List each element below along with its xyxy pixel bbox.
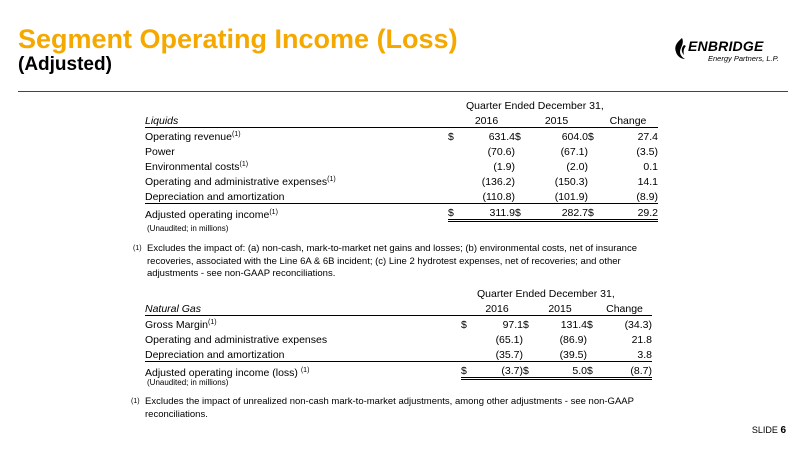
currency-symbol: $ xyxy=(523,362,533,379)
row-label: Gross Margin xyxy=(145,319,209,331)
table-row xyxy=(145,143,658,158)
footnote-ref: (1) xyxy=(300,366,310,374)
liquids-col-2015: 2015 xyxy=(525,112,588,128)
footnote-ref: (1) xyxy=(231,131,241,138)
enbridge-logo xyxy=(672,37,788,73)
page-subtitle: (Adjusted) xyxy=(18,54,112,75)
currency-symbol: $ xyxy=(515,204,525,221)
value-change: (34.3) xyxy=(624,319,652,331)
currency-symbol: $ xyxy=(523,319,529,331)
value-change: 21.8 xyxy=(631,334,652,346)
value-2016: (65.1) xyxy=(495,334,523,346)
liquids-col-change: Change xyxy=(598,112,658,128)
total-2015: 282.7 xyxy=(525,204,588,221)
natural-gas-footnote: Excludes the impact of unrealized non-cash mark-to-market adjustments, among other adjustments - see non-GAAP reconciliations. xyxy=(145,396,634,420)
natural-gas-unaudited-note: (Unaudited; in millions) xyxy=(147,378,229,387)
value-change: (3.5) xyxy=(636,146,658,158)
natural-gas-period-header: Quarter Ended December 31, xyxy=(477,288,615,300)
table-row xyxy=(145,128,658,144)
value-2016: 631.4 xyxy=(488,131,515,143)
total-label: Adjusted operating income (loss) xyxy=(145,366,298,379)
value-2015: (2.0) xyxy=(566,161,588,173)
row-label: Operating and administrative expenses xyxy=(145,176,328,188)
currency-symbol: $ xyxy=(448,204,458,221)
natural-gas-col-2015: 2015 xyxy=(533,300,587,316)
value-2015: 604.0 xyxy=(561,131,588,143)
slide-label: SLIDE xyxy=(751,425,778,435)
natural-gas-segment-label: Natural Gas xyxy=(145,300,461,316)
value-2016: 97.1 xyxy=(502,319,523,331)
currency-symbol: $ xyxy=(448,131,454,143)
liquids-table xyxy=(145,97,658,222)
footnote-ref: (1) xyxy=(269,208,278,216)
natural-gas-column-header-row xyxy=(145,300,652,316)
liquids-segment-label: Liquids xyxy=(145,112,448,128)
currency-symbol: $ xyxy=(461,362,471,379)
value-2016: (70.6) xyxy=(487,146,515,158)
currency-symbol: $ xyxy=(515,131,521,143)
table-row xyxy=(145,188,658,204)
page-title: Segment Operating Income (Loss) xyxy=(18,24,458,54)
value-change: 3.8 xyxy=(597,346,652,362)
table-row xyxy=(145,316,652,332)
row-label: Depreciation and amortization xyxy=(145,191,285,203)
currency-symbol: $ xyxy=(587,362,597,379)
liquids-column-header-row xyxy=(145,112,658,128)
currency-symbol: $ xyxy=(588,204,598,221)
value-2015: (67.1) xyxy=(560,146,588,158)
logo-wordmark: ENBRIDGE xyxy=(688,38,764,54)
total-change: 29.2 xyxy=(598,204,658,221)
value-2015: (150.3) xyxy=(554,176,588,188)
value-2015: (39.5) xyxy=(533,346,587,362)
table-row xyxy=(145,331,652,346)
value-change: 14.1 xyxy=(637,176,658,188)
table-total-row xyxy=(145,362,652,379)
total-2016: (3.7) xyxy=(471,362,523,379)
value-2015: 131.4 xyxy=(560,319,587,331)
slide-number xyxy=(752,425,786,436)
liquids-footnote-marker: (1) xyxy=(133,245,142,252)
value-2016: (1.9) xyxy=(493,161,515,173)
value-change: 27.4 xyxy=(637,131,658,143)
footnote-ref: (1) xyxy=(239,161,249,168)
table-row xyxy=(145,158,658,173)
value-2015: (86.9) xyxy=(559,334,587,346)
footnote-ref: (1) xyxy=(327,176,336,183)
row-label: Depreciation and amortization xyxy=(145,349,285,361)
total-change: (8.7) xyxy=(597,362,652,379)
liquids-period-header: Quarter Ended December 31, xyxy=(466,100,604,112)
value-2016: (110.8) xyxy=(458,188,515,204)
value-2016: (35.7) xyxy=(471,346,523,362)
value-2016: (136.2) xyxy=(481,176,515,188)
row-label: Operating revenue xyxy=(145,131,232,143)
currency-symbol: $ xyxy=(461,319,467,331)
table-row xyxy=(145,173,658,188)
slide-number-value: 6 xyxy=(780,425,786,436)
footnote-ref: (1) xyxy=(208,319,217,326)
natural-gas-col-change: Change xyxy=(597,300,652,316)
liquids-unaudited-note: (Unaudited; in millions) xyxy=(147,224,229,233)
row-label: Operating and administrative expenses xyxy=(145,334,328,346)
total-2015: 5.0 xyxy=(533,362,587,379)
logo-tagline: Energy Partners, L.P. xyxy=(708,54,779,63)
header-divider xyxy=(18,91,788,92)
total-label: Adjusted operating income xyxy=(145,208,270,221)
table-total-row xyxy=(145,204,658,221)
value-change: 0.1 xyxy=(643,161,658,173)
currency-symbol: $ xyxy=(587,319,593,331)
value-change: (8.9) xyxy=(598,188,658,204)
natural-gas-footnote-marker: (1) xyxy=(131,398,140,405)
currency-symbol: $ xyxy=(588,131,594,143)
value-2015: (101.9) xyxy=(525,188,588,204)
natural-gas-col-2016: 2016 xyxy=(471,300,523,316)
row-label: Power xyxy=(145,146,175,158)
liquids-footnote: Excludes the impact of: (a) non-cash, mark-to-market net gains and losses; (b) environmental costs, net of insurance recoveries, associated with the Line 6A & 6B incident; (c) Line 2 hydrotest expenses, net of recoveries; and other adjustments - see non-GAAP reconciliations. xyxy=(147,243,638,279)
table-row xyxy=(145,346,652,362)
row-label: Environmental costs xyxy=(145,161,240,173)
total-2016: 311.9 xyxy=(458,204,515,221)
natural-gas-table xyxy=(145,285,652,380)
liquids-col-2016: 2016 xyxy=(458,112,515,128)
